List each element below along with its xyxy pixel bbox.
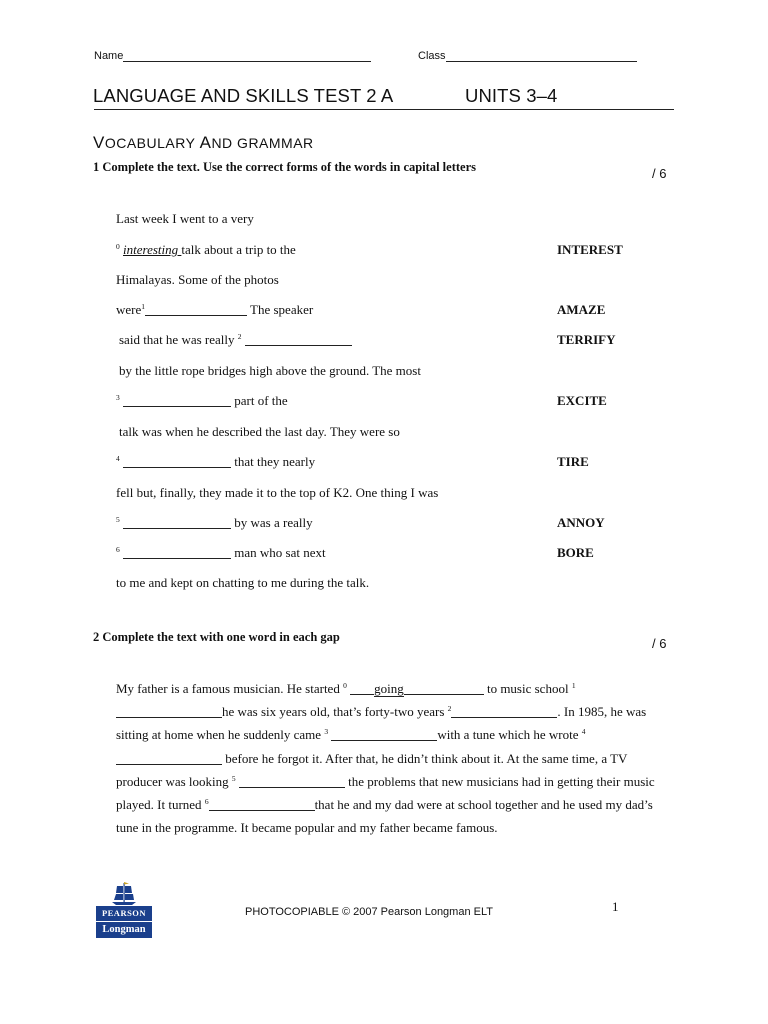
example-answer: interesting	[123, 242, 182, 257]
answer-blank-6[interactable]	[123, 546, 231, 559]
q1-line: were$^1$ The speaker	[116, 302, 314, 317]
q2-paragraph: My father is a famous musician. He started $^0$ going to music school $^1$ he was six years old, that’s forty-two years $^2$ . In 1985, he was sitting at home when he suddenly came $^3$ with a tune which he wrote $^4$ before he forgot it. After that, he didn’t think about it. At the same time, a TV producer was looking $^5$ the problems that new musicians had in getting their music played. It turned $^6$ that he and my dad were at school together and he used my dad’s tune in the programme. It became popular and my father became famous.	[116, 681, 655, 836]
q1-line: by the little rope bridges high above the ground. The most	[119, 363, 421, 378]
answer-blank-1[interactable]	[145, 303, 247, 316]
section-heading: VOCABULARY AND GRAMMAR	[93, 133, 314, 152]
q1-instruction: 1 Complete the text. Use the correct forms of the words in capital letters	[93, 160, 476, 174]
answer-blank-5[interactable]	[123, 516, 231, 529]
q1-line: talk was when he described the last day. They were so	[119, 424, 400, 439]
keyword: TIRE	[557, 454, 589, 469]
q2-instruction: 2 Complete the text with one word in each gap	[93, 630, 340, 644]
q1-line: said that he was really $^2$	[119, 332, 352, 348]
q1-line: to me and kept on chatting to me during the talk.	[116, 575, 370, 590]
logo-pearson: PEARSON	[96, 906, 152, 921]
q1-line: Last week I went to a very	[116, 211, 254, 226]
answer-blank-4[interactable]	[116, 752, 222, 765]
answer-blank-6[interactable]	[209, 798, 315, 811]
answer-blank-3[interactable]	[331, 728, 437, 741]
class-line	[446, 61, 637, 62]
answer-blank-4[interactable]	[123, 455, 231, 468]
keyword: AMAZE	[557, 302, 606, 317]
ship-icon	[96, 880, 152, 906]
example-blank-tail	[404, 682, 484, 695]
title-rule	[94, 109, 674, 110]
answer-blank-5[interactable]	[239, 775, 345, 788]
class-field[interactable]	[418, 50, 637, 62]
keyword: INTEREST	[557, 242, 623, 257]
q1-line: fell but, finally, they made it to the top of K2. One thing I was	[116, 485, 439, 500]
example-blank-lead	[350, 682, 374, 695]
logo-longman: Longman	[96, 922, 152, 938]
copyright-notice: PHOTOCOPIABLE © 2007 Pearson Longman ELT	[245, 906, 493, 918]
q2-score: / 6	[652, 636, 667, 651]
q1-line: $^5$ by was a really	[116, 515, 313, 530]
name-field[interactable]	[94, 50, 371, 62]
answer-blank-1[interactable]	[116, 705, 222, 718]
example-answer: going	[374, 681, 404, 696]
keyword: BORE	[557, 545, 594, 560]
test-title: LANGUAGE AND SKILLS TEST 2 A	[93, 85, 394, 106]
answer-blank-3[interactable]	[123, 394, 231, 407]
q1-line: Himalayas. Some of the photos	[116, 272, 279, 287]
q1-line: $^6$ man who sat next	[116, 545, 326, 560]
test-units: UNITS 3–4	[465, 85, 558, 106]
class-label: Class	[418, 50, 446, 62]
keyword: ANNOY	[557, 515, 605, 530]
q1-line: $^3$ part of the	[116, 393, 288, 408]
q1-line: $^4$ that they nearly	[116, 454, 316, 469]
answer-blank-2[interactable]	[451, 705, 557, 718]
keyword: EXCITE	[557, 393, 607, 408]
answer-blank-2[interactable]	[245, 333, 352, 346]
pearson-longman-logo	[96, 880, 152, 940]
name-line	[123, 61, 371, 62]
name-label: Name	[94, 50, 124, 62]
page-number: 1	[612, 899, 619, 914]
q1-line: $^0$ interesting talk about a trip to the	[116, 242, 296, 257]
q1-score: / 6	[652, 166, 667, 181]
keyword: TERRIFY	[557, 332, 616, 347]
